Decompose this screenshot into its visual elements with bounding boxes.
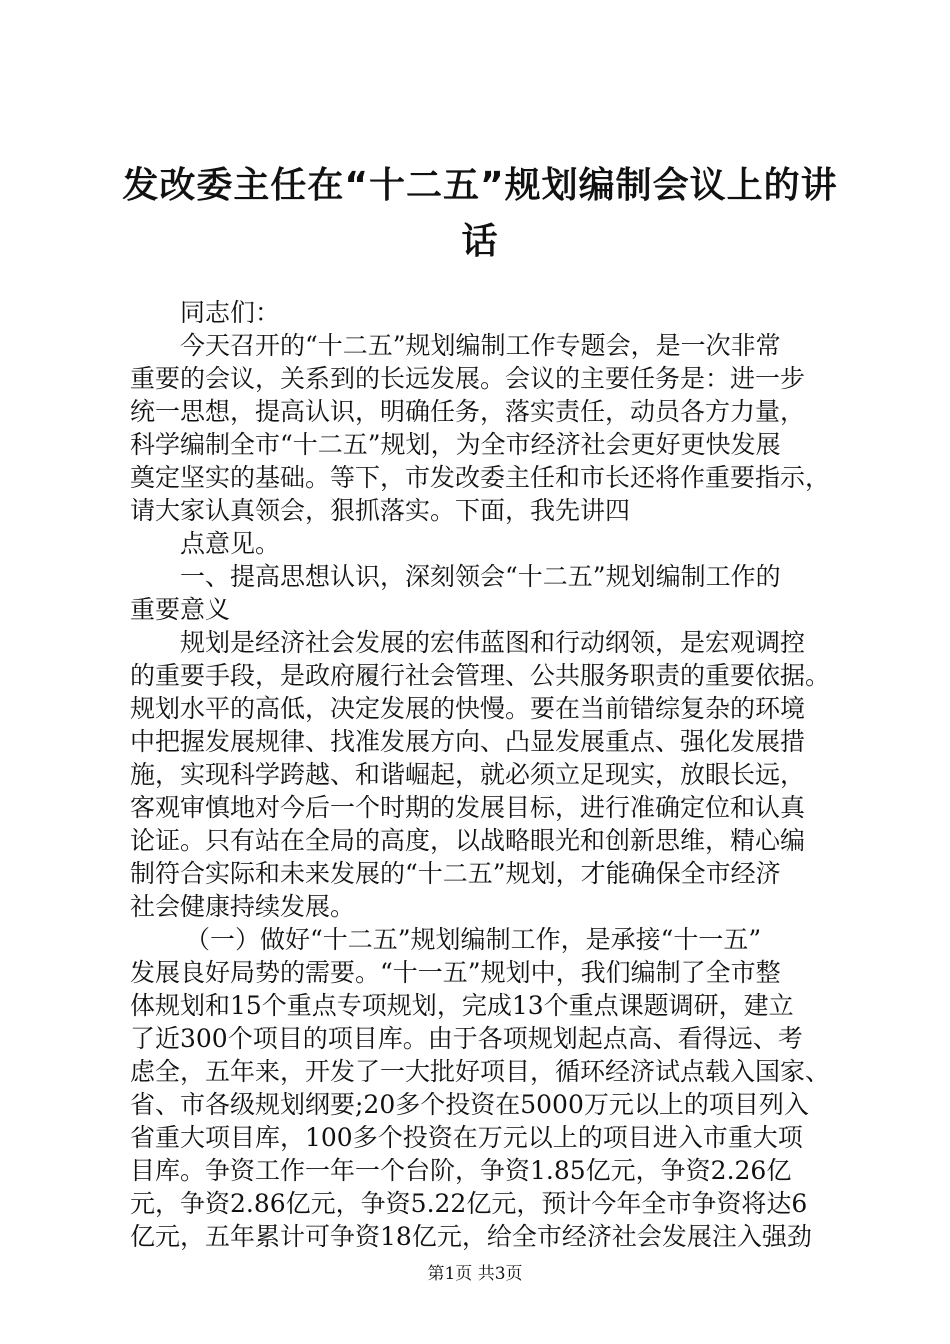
paragraph-line: 虑全，五年来，开发了一大批好项目，循环经济试点载入国家、 — [130, 1057, 831, 1086]
paragraph-line: 今天召开的“十二五”规划编制工作专题会，是一次非常 — [180, 331, 781, 360]
paragraph-line: 社会健康持续发展。 — [130, 892, 356, 921]
paragraph-line: 统一思想，提高认识，明确任务，落实责任，动员各方力量， — [130, 397, 806, 426]
salutation: 同志们： — [180, 298, 281, 327]
paragraph-line: 制符合实际和未来发展的“十二五”规划，才能确保全市经济 — [130, 859, 781, 888]
title-line-2: 话 — [461, 221, 499, 262]
paragraph-line: 体规划和15个重点专项规划，完成13个重点课题调研，建立 — [130, 991, 794, 1020]
paragraph-line: 论证。只有站在全局的高度，以战略眼光和创新思维，精心编 — [130, 826, 806, 855]
paragraph-line: 请大家认真领会，狠抓落实。下面，我先讲四 — [130, 496, 631, 525]
document-title — [110, 158, 850, 270]
title-line-1: 发改委主任在“十二五”规划编制会议上的讲 — [122, 165, 838, 206]
paragraph-line: 规划水平的高低，决定发展的快慢。要在当前错综复杂的环境 — [130, 694, 806, 723]
paragraph-line: 规划是经济社会发展的宏伟蓝图和行动纲领，是宏观调控 — [180, 628, 806, 657]
paragraph-line: 奠定坚实的基础。等下，市发改委主任和市长还将作重要指示， — [130, 463, 831, 492]
paragraph-line: 元，争资2.86亿元，争资5.22亿元，预计今年全市争资将达6 — [130, 1189, 808, 1218]
paragraph-line: 发展良好局势的需要。“十一五”规划中，我们编制了全市整 — [130, 958, 781, 987]
paragraph-line: 中把握发展规律、找准发展方向、凸显发展重点、强化发展措 — [130, 727, 806, 756]
paragraph-line: 亿元，五年累计可争资18亿元，给全市经济社会发展注入强劲 — [130, 1222, 812, 1251]
paragraph-line: 点意见。 — [180, 529, 281, 558]
page-footer: 第1页 共3页 — [427, 1264, 523, 1284]
paragraph-line: 省、市各级规划纲要;20多个投资在5000万元以上的项目列入 — [130, 1090, 809, 1119]
paragraph-line: 省重大项目库，100多个投资在万元以上的项目进入市重大项 — [130, 1123, 803, 1152]
paragraph-line: 科学编制全市“十二五”规划，为全市经济社会更好更快发展 — [130, 430, 781, 459]
paragraph-line: 施，实现科学跨越、和谐崛起，就必须立足现实，放眼长远， — [130, 760, 806, 789]
section-heading-line: 一、提高思想认识，深刻领会“十二五”规划编制工作的 — [180, 562, 781, 591]
subsection-line: （一）做好“十二五”规划编制工作，是承接“十一五” — [185, 925, 762, 954]
paragraph-line: 重要的会议，关系到的长远发展。会议的主要任务是：进一步 — [130, 364, 806, 393]
paragraph-line: 客观审慎地对今后一个时期的发展目标，进行准确定位和认真 — [130, 793, 806, 822]
paragraph-line: 的重要手段，是政府履行社会管理、公共服务职责的重要依据。 — [130, 661, 831, 690]
paragraph-line: 了近300个项目的项目库。由于各项规划起点高、看得远、考 — [130, 1024, 803, 1053]
section-heading-line: 重要意义 — [130, 595, 231, 624]
paragraph-line: 目库。争资工作一年一个台阶，争资1.85亿元，争资2.26亿 — [130, 1156, 792, 1185]
